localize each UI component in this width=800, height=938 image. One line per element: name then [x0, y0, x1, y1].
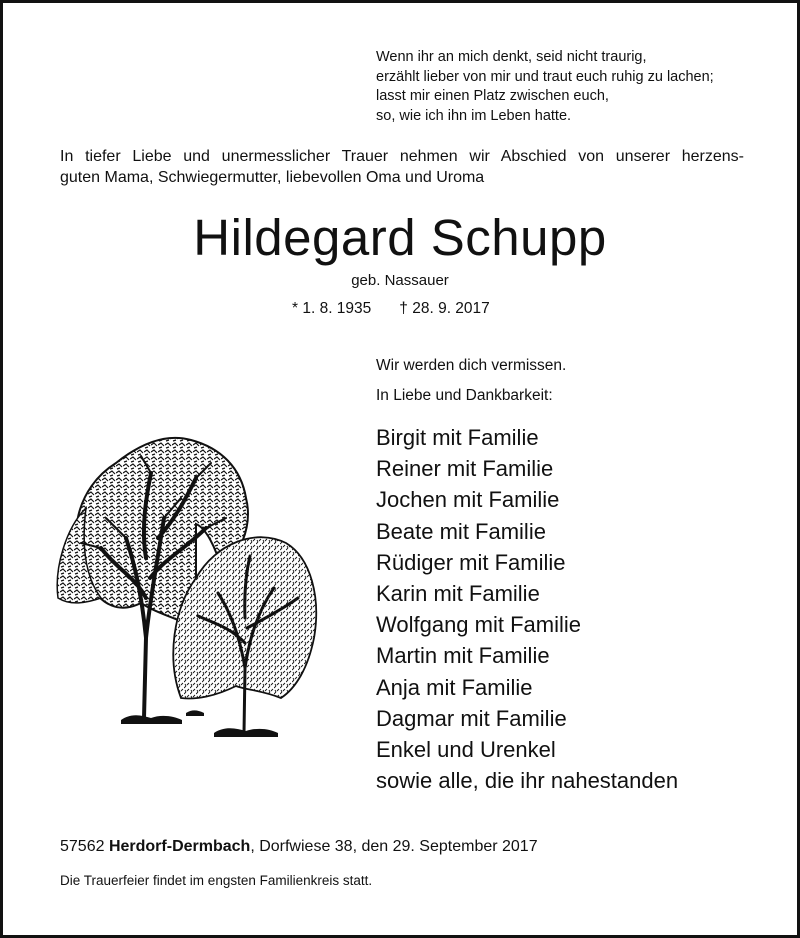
- mourner-item: Enkel und Urenkel: [376, 737, 556, 763]
- poem-line: lasst mir einen Platz zwischen euch,: [376, 88, 609, 104]
- thanks-text: In Liebe und Dankbarkeit:: [376, 387, 553, 404]
- deceased-name: Hildegard Schupp: [193, 209, 607, 266]
- intro-line-1: In tiefer Liebe und unermesslicher Trauer nehmen wir Abschied von unserer herzens-: [60, 148, 744, 165]
- mourner-item: Beate mit Familie: [376, 518, 546, 544]
- mourner-list: [376, 422, 678, 796]
- mourner-item: Dagmar mit Familie: [376, 705, 567, 731]
- birth-date: * 1. 8. 1935: [292, 300, 372, 317]
- funeral-note: Die Trauerfeier findet im engsten Familienkreis statt.: [60, 873, 373, 888]
- poem-line: so, wie ich ihn im Leben hatte.: [376, 107, 572, 124]
- postcode: 57562: [60, 838, 105, 855]
- mourner-item: Wolfgang mit Familie: [376, 612, 581, 638]
- life-dates: [292, 299, 490, 319]
- death-date: † 28. 9. 2017: [399, 300, 490, 317]
- poem: [376, 48, 714, 126]
- miss-text: Wir werden dich vermissen.: [376, 357, 567, 374]
- poem-line: erzählt lieber von mir und traut euch ruhig zu lachen;: [376, 68, 714, 85]
- mourner-item: Anja mit Familie: [376, 674, 533, 700]
- address-date: , Dorfwiese 38, den 29. September 2017: [250, 838, 538, 855]
- mourner-item: Karin mit Familie: [376, 581, 540, 607]
- poem-line: Wenn ihr an mich denkt, seid nicht traurig,: [376, 49, 647, 65]
- mourner-item: sowie alle, die ihr nahestanden: [376, 768, 679, 794]
- mourner-item: Jochen mit Familie: [376, 487, 560, 513]
- mourner-item: Martin mit Familie: [376, 643, 550, 669]
- mourner-item: Rüdiger mit Familie: [376, 549, 566, 575]
- intro-line-2: guten Mama, Schwiegermutter, liebevollen Oma und Uroma: [60, 169, 485, 186]
- mourner-item: Birgit mit Familie: [376, 425, 539, 450]
- birth-name: geb. Nassauer: [351, 272, 449, 289]
- place-date: [60, 836, 538, 857]
- mourner-item: Reiner mit Familie: [376, 456, 554, 482]
- town: Herdorf-Dermbach: [108, 838, 251, 855]
- intro-text: [60, 146, 744, 188]
- weeping-trees-icon: [46, 428, 322, 742]
